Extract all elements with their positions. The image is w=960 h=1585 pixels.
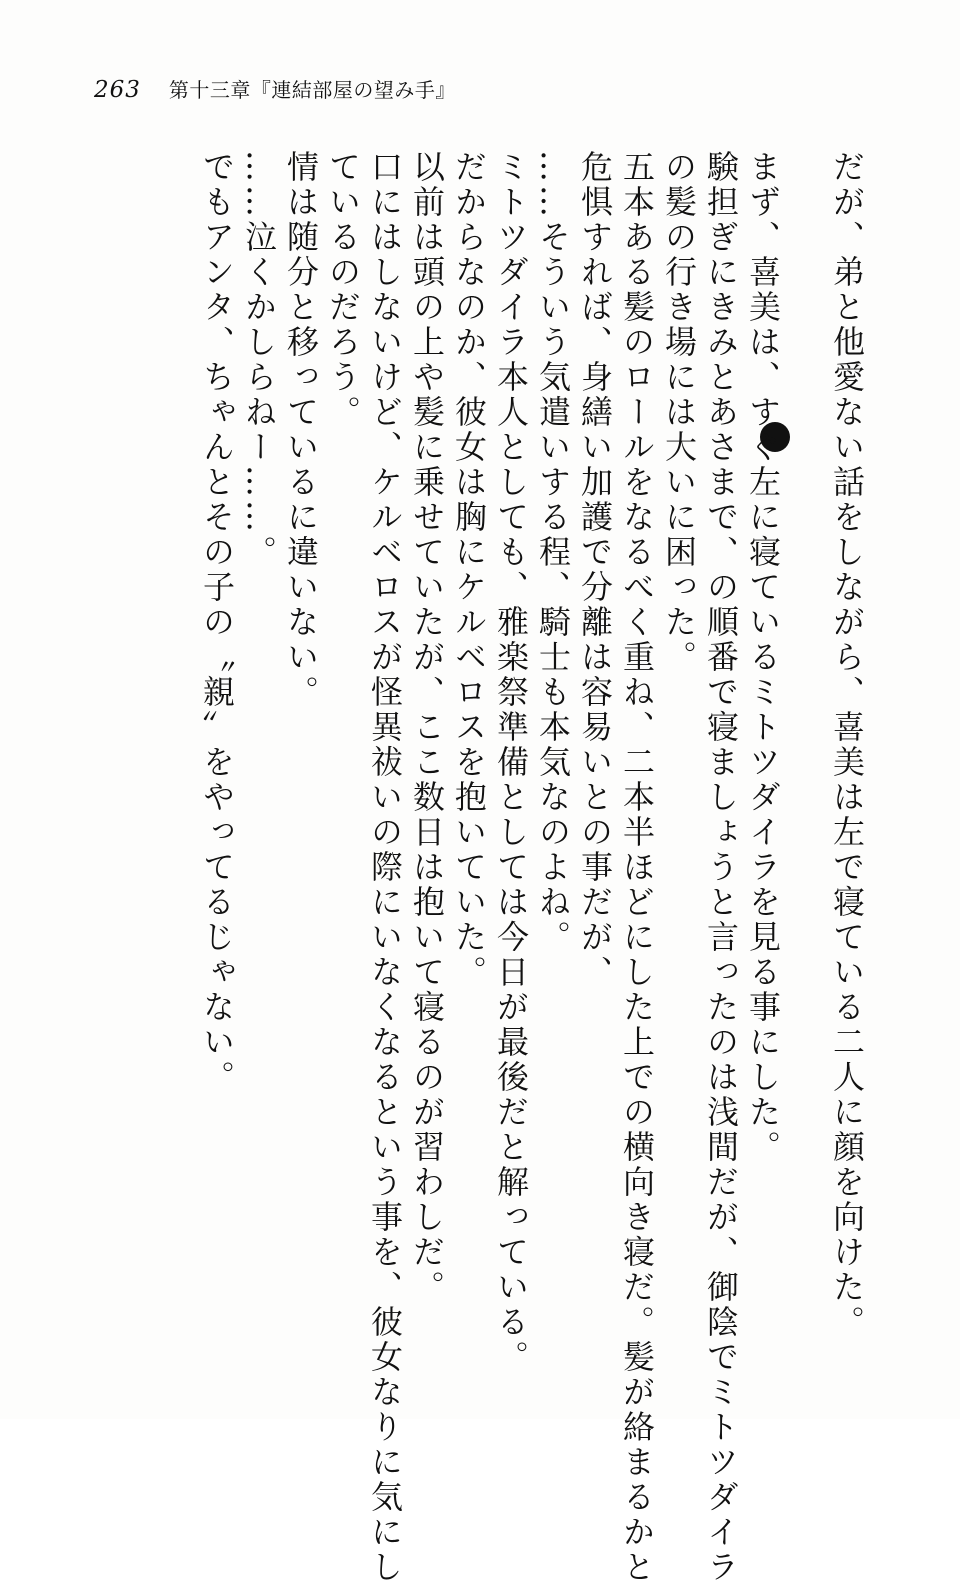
text-line: 情は随分と移っているに違いない。 xyxy=(282,150,320,710)
running-header xyxy=(94,74,456,104)
text-line: ミトツダイラ本人としても、雅楽祭準備としては今日が最後だと解っている。 xyxy=(492,150,530,1375)
text-line: 危惧すれば、身繕い加護で分離は容易いとの事だが、 xyxy=(576,150,614,990)
text-line: の髪の行き場には大いに困った。 xyxy=(660,150,698,675)
text-line: だからなのか、彼女は胸にケルベロスを抱いていた。 xyxy=(450,150,488,990)
text-line: 験担ぎにきみとあさまで、の順番で寝ましょうと言ったのは浅間だが、御陰でミトツダイラ xyxy=(702,150,740,1585)
vertical-body-text xyxy=(196,150,868,1585)
page-number: 263 xyxy=(94,77,141,103)
text-line: だが、弟と他愛ない話をしながら、喜美は左で寝ている二人に顔を向けた。 xyxy=(828,150,866,1340)
text-line: ……泣くかしらねー……。 xyxy=(240,150,278,570)
chapter-title: 第十三章『連結部屋の望み手』 xyxy=(168,78,456,102)
text-line: ……そういう気遣いする程、騎士も本気なのよね。 xyxy=(534,150,572,955)
scene-break-gap xyxy=(784,150,826,1350)
text-line: 以前は頭の上や髪に乗せていたが、ここ数日は抱いて寝るのが習わしだ。 xyxy=(408,150,446,1305)
text-line: ているのだろう。 xyxy=(324,150,362,430)
text-line: 五本ある髪のロールをなるべく重ね、二本半ほどにした上での横向き寝だ。髪が絡まるかと xyxy=(618,150,656,1585)
text-line: でもアンタ、ちゃんとその子の〝親〟をやってるじゃない。 xyxy=(198,150,236,1095)
text-line: 口にはしないけど、ケルベロスが怪異祓いの際にいなくなるという事を、彼女なりに気にし xyxy=(366,150,404,1585)
text-line: まず、喜美は、すぐ左に寝ているミトツダイラを見る事にした。 xyxy=(744,150,782,1165)
